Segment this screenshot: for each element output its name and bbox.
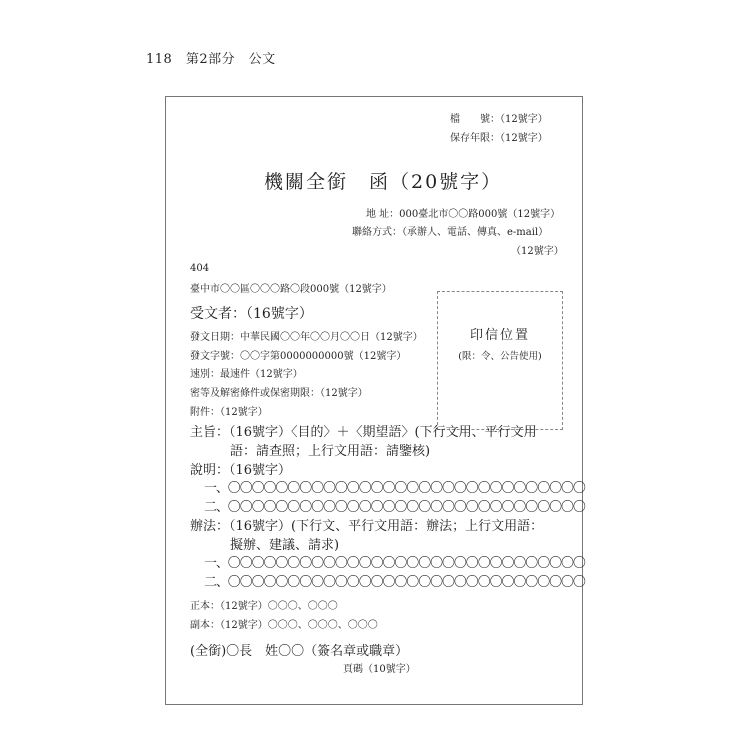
document-title: 機關全銜 函（20號字）	[264, 171, 503, 193]
retention-period: 保存年限：（12號字）	[450, 133, 548, 144]
postal-code: 404	[190, 263, 210, 274]
explanation-item-2: 二、〇〇〇〇〇〇〇〇〇〇〇〇〇〇〇〇〇〇〇〇〇〇〇〇〇〇〇〇〇〇	[204, 500, 585, 515]
sender-address: 地 址：000臺北市〇〇路000號（12號字）	[366, 209, 561, 220]
contact-font-size: （12號字）	[511, 246, 564, 257]
page-number: 頁碼（10號字）	[343, 664, 416, 675]
seal-position-box	[437, 291, 563, 430]
delivery-speed: 速別：最速件（12號字）	[190, 369, 303, 380]
method-item-2: 二、〇〇〇〇〇〇〇〇〇〇〇〇〇〇〇〇〇〇〇〇〇〇〇〇〇〇〇〇〇〇	[204, 575, 585, 590]
seal-position-note: (限：令、公告使用)	[458, 351, 542, 362]
method-line-2: 擬辦、建議、請求)	[230, 538, 340, 553]
page-header: 118 第2部分 公文	[146, 52, 276, 67]
subject-line-1: 主旨：（16號字）〈目的〉＋〈期望語〉(下行文用、平行文用	[190, 425, 537, 440]
subject-line-2: 語：請查照；上行文用語：請鑒核)	[230, 444, 431, 459]
explanation-item-1: 一、〇〇〇〇〇〇〇〇〇〇〇〇〇〇〇〇〇〇〇〇〇〇〇〇〇〇〇〇〇〇	[204, 481, 585, 496]
method-item-1: 一、〇〇〇〇〇〇〇〇〇〇〇〇〇〇〇〇〇〇〇〇〇〇〇〇〇〇〇〇〇〇	[204, 556, 585, 571]
method-line-1: 辦法：（16號字）(下行文、平行文用語：辦法；上行文用語：	[190, 519, 544, 534]
file-number: 檔 號：（12號字）	[450, 114, 548, 125]
main-copy: 正本：（12號字）〇〇〇、〇〇〇	[190, 601, 338, 612]
sub-copy: 副本：（12號字）〇〇〇、〇〇〇、〇〇〇	[190, 620, 378, 631]
recipient-address: 臺中市〇〇區〇〇〇路〇段000號（12號字）	[190, 284, 392, 295]
issue-date: 發文日期：中華民國〇〇年〇〇月〇〇日（12號字）	[190, 332, 423, 343]
seal-position-title: 印信位置	[469, 328, 530, 343]
attachment: 附件：（12號字）	[190, 407, 268, 418]
explanation-heading: 說明：（16號字）	[190, 463, 292, 478]
contact-info: 聯絡方式：（承辦人、電話、傳真、e-mail）	[352, 227, 549, 238]
document-number: 發文字號：〇〇字第0000000000號（12號字）	[190, 351, 407, 362]
signature: (全銜)〇長 姓〇〇（簽名章或職章）	[190, 644, 409, 659]
secrecy-level: 密等及解密條件或保密期限：（12號字）	[190, 388, 368, 399]
recipient: 受文者：（16號字）	[190, 306, 313, 322]
